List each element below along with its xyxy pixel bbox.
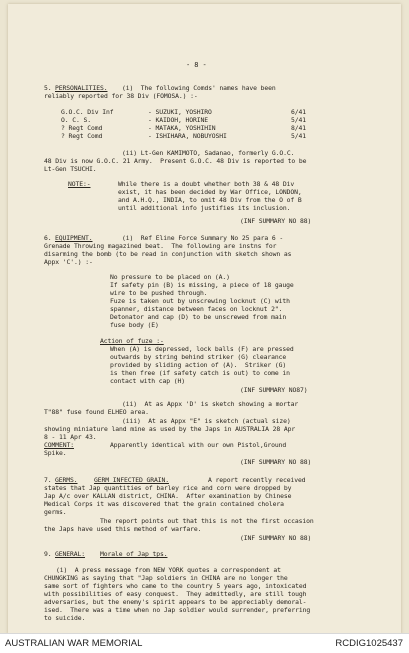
note-line: until additional info justifies its inclusion. (118, 204, 291, 212)
table-name: - SUZUKI, YOSHIRO (148, 108, 212, 116)
section-6-intro-line: (i) Ref Eline Force Summary No 25 para 6 - (122, 234, 284, 242)
section-6-intro-line: disarming the bomb (to be read in conjunction with sketch shown as (44, 250, 292, 258)
source-reference: (INF SUMMARY NO 88) (240, 534, 312, 542)
section-7-line: The report points out that this is not the first occasion (100, 517, 314, 525)
section-9-line: with possibilities of easy conquest. They admittedly, are still tough (44, 590, 307, 598)
section-9-heading: GENERAL: (55, 550, 85, 558)
section-5-heading: PERSONALITIES. (55, 84, 108, 92)
section-5-para-ii-line: (ii) Lt-Gen KAMIMOTO, Sadanao, formerly G.O.C. (122, 149, 295, 157)
section-6-heading: EQUIPMENT. (55, 234, 93, 242)
action-of-fuze-label: Action of fuze :- (100, 337, 164, 345)
table-name: - KAIDOH, HORINE (148, 116, 208, 124)
action-line: is then free (if safety catch is out) to come in (110, 369, 290, 377)
appx-e-line: (iii) At as Appx "E" is sketch (actual size) (122, 417, 291, 425)
section-9-subheading: Morale of Jap tps. (100, 550, 168, 558)
source-reference: (INF SUMMARY NO 88) (240, 458, 312, 466)
table-role: O. C. S. (61, 116, 91, 124)
section-5-number: 5. (44, 84, 52, 92)
section-7-line: Jap A/c over KALLAN district, CHINA. After examination by Chinese (44, 492, 292, 500)
comment-line: Apparently identical with our own Pistol,Ground (110, 441, 287, 449)
note-line: exist, it has been decided by War Office, LONDON, (118, 188, 302, 196)
section-9-line: (i) A press message from NEW YORK quotes a correspondent at (56, 566, 281, 574)
action-line: When (A) is depressed, lock balls (F) are pressed (110, 345, 294, 353)
section-5-para-ii-line: 48 Div is now G.O.C. 21 Army. Present G.O.C. 48 Div is reported to be (44, 157, 307, 165)
table-ref: 8/41 (291, 124, 306, 132)
action-line: contact with cap (H) (110, 377, 185, 385)
note-line: While there is a doubt whether both 38 & 48 Div (118, 180, 295, 188)
appx-e-line: 8 - 11 Apr 43. (44, 433, 97, 441)
section-9-line: ised. There was a time when no Jap soldier would surrender, preferring (44, 606, 311, 614)
section-5-intro-a: (i) The following Comds' names have been (122, 84, 276, 92)
page-number: - 8 - (186, 61, 207, 69)
section-7-line: Medical Corps it was discovered that the grain contained cholera (44, 500, 284, 508)
archive-footer (0, 633, 409, 653)
table-name: - ISHIHARA, NOBUYOSHI (148, 132, 227, 140)
disarm-step: wire to be pushed through. (110, 289, 208, 297)
table-role: G.O.C. Div Inf (61, 108, 114, 116)
action-line: provided by sliding action of (A). Striker (G) (110, 361, 287, 369)
section-5-intro-b: reliably reported for 38 Div (FOMOSA.) :- (44, 92, 198, 100)
disarm-step: If safety pin (B) is missing, a piece of 18 gauge (110, 281, 294, 289)
table-ref: 5/41 (291, 132, 306, 140)
footer-source: AUSTRALIAN WAR MEMORIAL (5, 638, 143, 649)
disarm-step: Detonator and cap (D) to be unscrewed from main (110, 313, 287, 321)
section-6-intro-line: Appx 'C'.) :- (44, 258, 93, 266)
disarm-step: No pressure to be placed on (A.) (110, 273, 230, 281)
appx-d-line: T"88" fuse found ELHEO area. (44, 408, 149, 416)
source-reference: (INF SUMMARY NO 88) (240, 217, 312, 225)
section-7-number: 7. (44, 476, 52, 484)
section-7-line: A report recently received (208, 476, 306, 484)
appx-d-line: (ii) At as Appx 'D' is sketch showing a mortar (122, 400, 299, 408)
section-9-line: to suicide. (44, 614, 86, 622)
section-9-line: CHUNGKING as saying that "Jap soldiers in CHINA are no longer the (44, 574, 288, 582)
table-role: ? Regt Comd (61, 132, 103, 140)
disarm-step: Fuze is taken out by unscrewing locknut (C) with (110, 297, 290, 305)
table-ref: 5/41 (291, 116, 306, 124)
appx-e-line: showing miniature land mine as used by the Japs in AUSTRALIA 28 Apr (44, 425, 296, 433)
section-5-para-ii-line: Lt-Gen TSUCHI. (44, 165, 97, 173)
source-reference: (INF SUMMARY NO87) (240, 386, 308, 394)
section-9-line: same sort of fighters who came to the country 5 years ago, intoxicated (44, 582, 307, 590)
action-line: outwards by string behind striker (G) clearance (110, 353, 287, 361)
table-role: ? Regt Comd (61, 124, 103, 132)
section-7-subheading: GERM INFECTED GRAIN. (94, 476, 169, 484)
section-7-line: germs. (44, 508, 67, 516)
table-ref: 6/41 (291, 108, 306, 116)
section-7-line: states that Jap quantities of barley rice and corn were dropped by (44, 484, 292, 492)
section-6-intro-line: Grenade Throwing magazined beat. The following are instns for (44, 242, 277, 250)
section-9-number: 9. (44, 550, 52, 558)
disarm-step: spanner, distance between faces on locknut 2". (110, 305, 283, 313)
document-page (8, 4, 401, 634)
comment-label: COMMENT: (44, 441, 74, 449)
section-7-heading: GERMS. (55, 476, 78, 484)
section-7-line: the Japs have used this method of warfare. (44, 525, 202, 533)
section-6-number: 6. (44, 234, 52, 242)
note-label: NOTE:- (68, 180, 91, 188)
table-name: - MATAKA, YOSHIHIN (148, 124, 216, 132)
disarm-step: fuse body (E) (110, 321, 159, 329)
note-line: and A.H.Q., INDIA, to omit 48 Div from the O of B (118, 196, 302, 204)
comment-line: Spike. (44, 449, 67, 457)
section-9-line: adversaries, but the enemy's spirit appears to be appreciably demoral- (44, 598, 307, 606)
footer-record-id: RCDIG1025437 (335, 638, 403, 649)
